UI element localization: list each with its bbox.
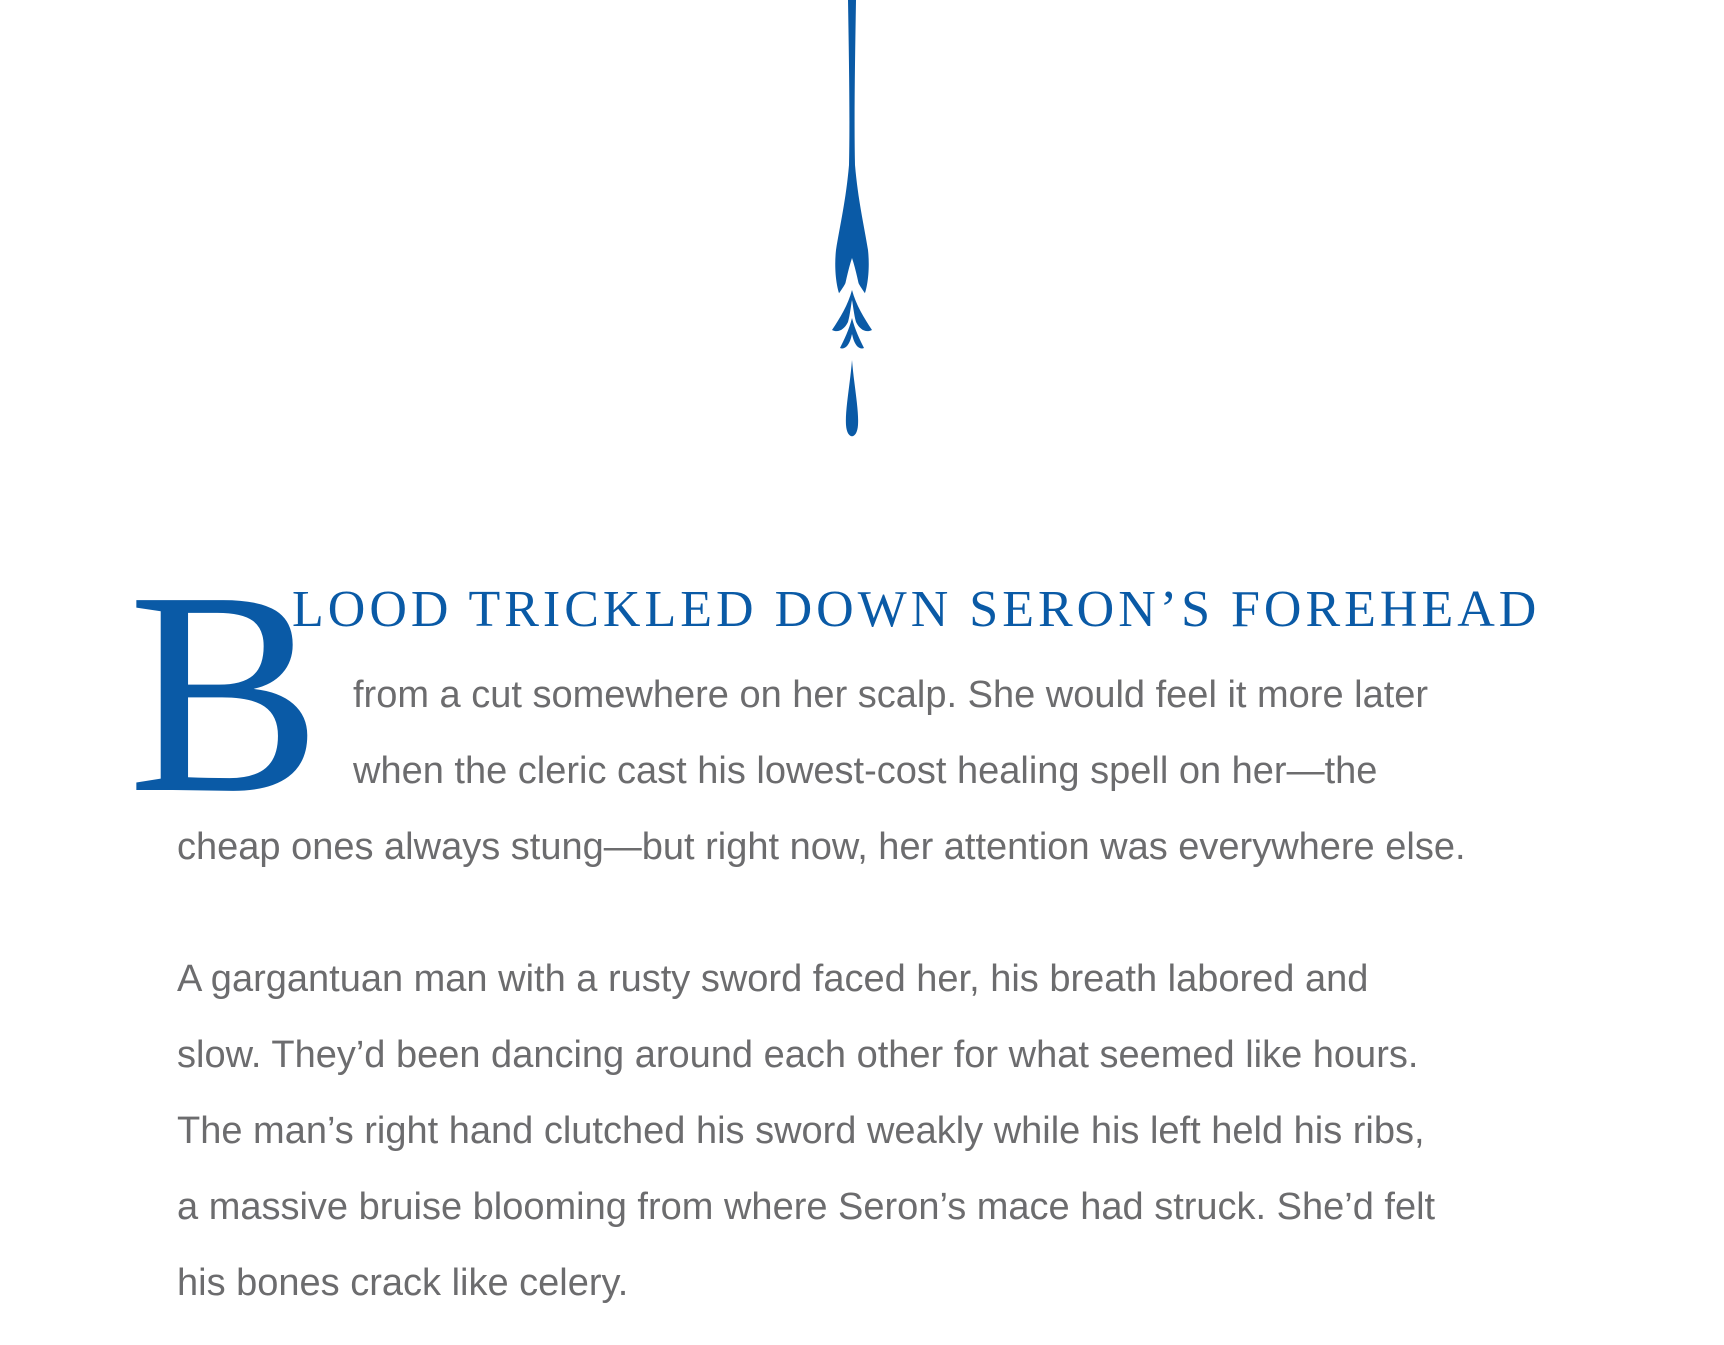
opening-heading: LOOD TRICKLED DOWN SERON’S FOREHEAD xyxy=(292,581,1541,638)
drop-cap-letter: B xyxy=(128,532,322,853)
paragraph-line: a massive bruise blooming from where Seron’s mace had struck. She’d felt xyxy=(177,1186,1436,1228)
paragraph-line: cheap ones always stung—but right now, her attention was everywhere else. xyxy=(177,826,1466,868)
paragraph-line: The man’s right hand clutched his sword weakly while his left held his ribs, xyxy=(177,1110,1425,1152)
drip-ornament-icon xyxy=(812,0,892,450)
paragraph-line: his bones crack like celery. xyxy=(177,1262,629,1304)
paragraph-line: slow. They’d been dancing around each other for what seemed like hours. xyxy=(177,1034,1419,1076)
paragraph-line: A gargantuan man with a rusty sword faced her, his breath labored and xyxy=(177,958,1369,1000)
paragraph-line: when the cleric cast his lowest-cost healing spell on her—the xyxy=(353,750,1378,792)
paragraph-line: from a cut somewhere on her scalp. She would feel it more later xyxy=(353,674,1429,716)
